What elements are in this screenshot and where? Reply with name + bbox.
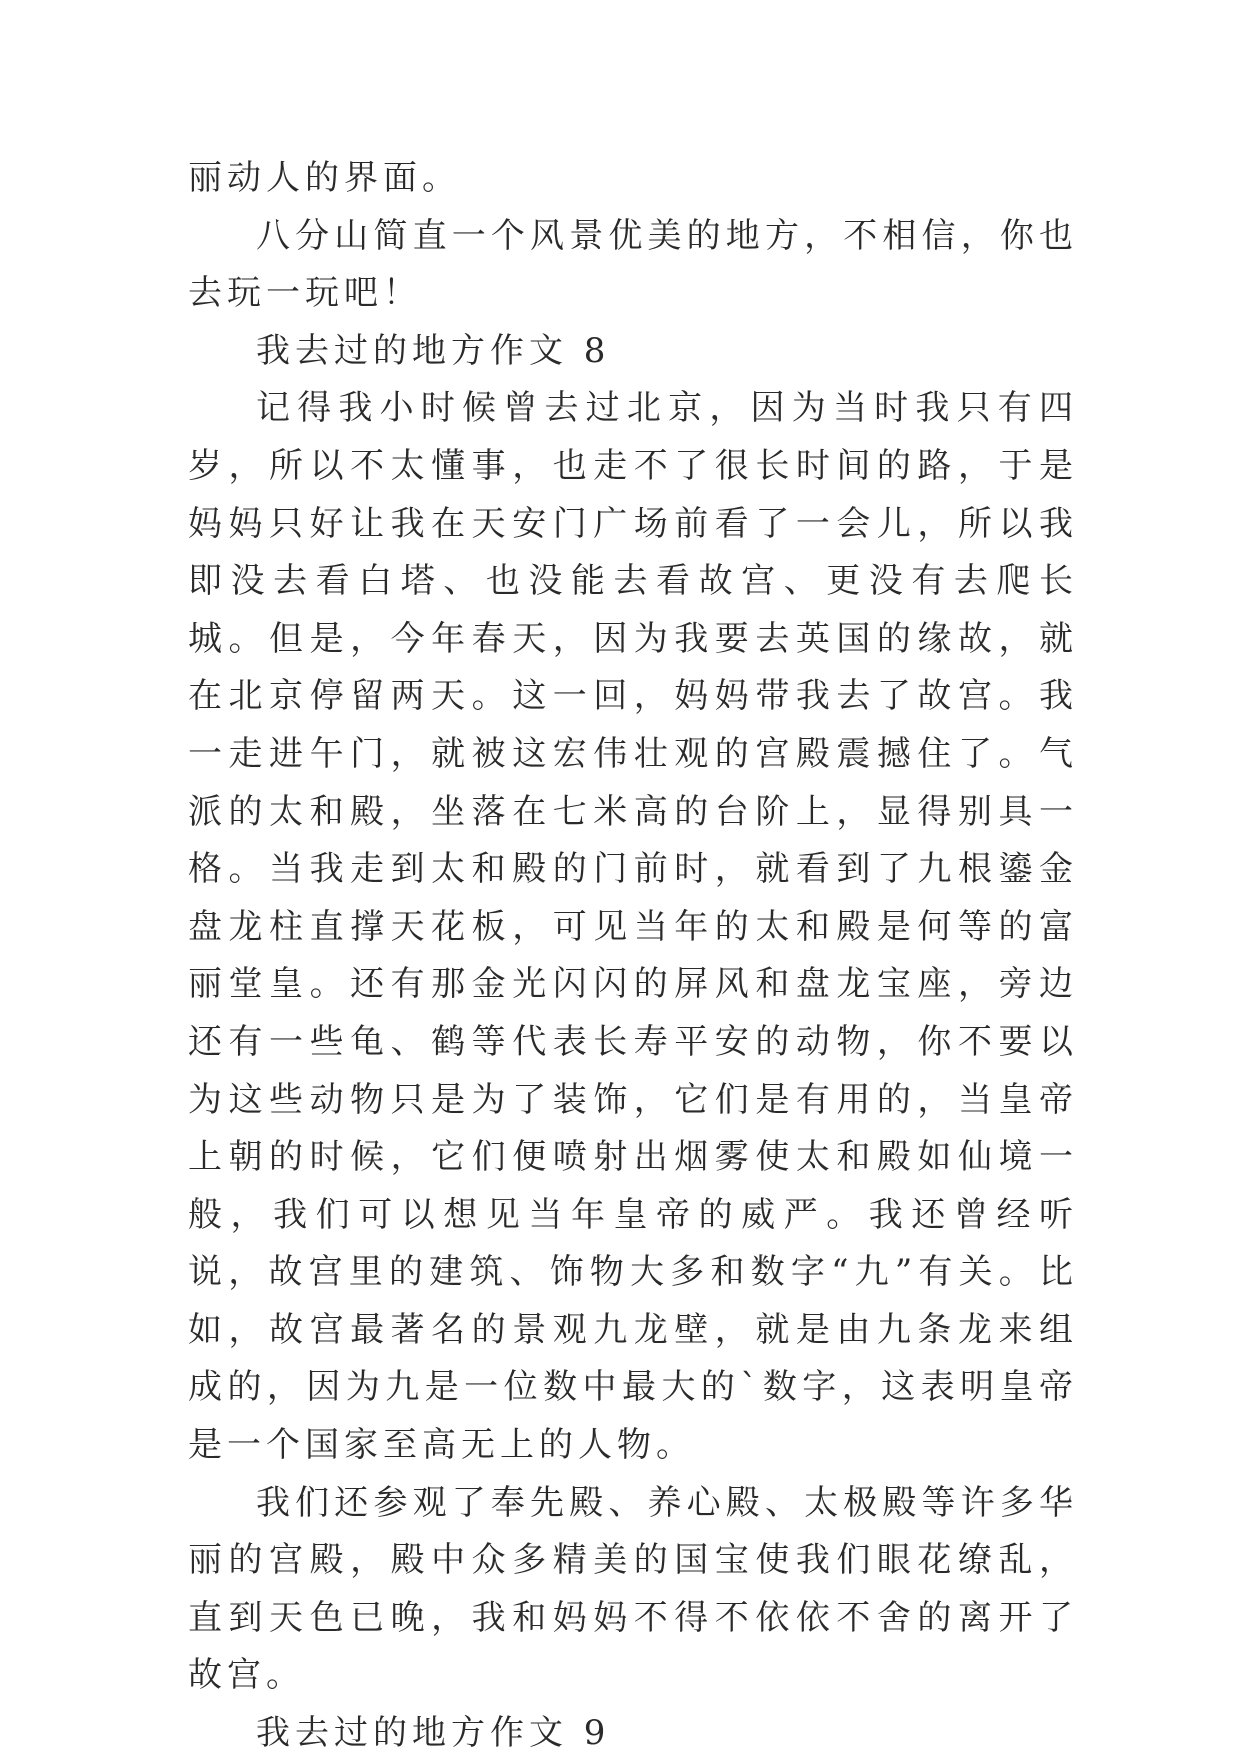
essay-heading-8: 我去过的地方作文 8 (256, 330, 611, 371)
essay-heading-9: 我去过的地方作文 9 (256, 1713, 611, 1754)
paragraph-visit-palaces: 我们还参观了奉先殿、养心殿、太极殿等许多华丽的宫殿，殿中众多精美的国宝使我们眼花缭乱，直到天色已晚，我和妈妈不得不依依不舍的离开了故宫。 (188, 1482, 1078, 1696)
paragraph-beijing-gugong: 记得我小时候曾去过北京，因为当时我只有四岁，所以不太懂事，也走不了很长时间的路，于是妈妈只好让我在天安门广场前看了一会儿，所以我即没去看白塔、也没能去看故宫、更没有去爬长城。但是，今年春天，因为我要去英国的缘故，就在北京停留两天。这一回，妈妈带我去了故宫。我一走进午门，就被这宏伟壮观的宫殿震撼住了。气派的太和殿，坐落在七米高的台阶上，显得别具一格。当我走到太和殿的门前时，就看到了九根鎏金盘龙柱直撑天花板，可见当年的太和殿是何等的富丽堂皇。还有那金光闪闪的屏风和盘龙宝座，旁边还有一些龟、鹤等代表长寿平安的动物，你不要以为这些动物只是为了装饰，它们是有用的，当皇帝上朝的时候，它们便喷射出烟雾使太和殿如仙境一般，我们可以想见当年皇帝的威严。我还曾经听说，故宫里的建筑、饰物大多和数字“九”有关。比如，故宫最著名的景观九龙壁，就是由九条龙来组成的，因为九是一位数中最大的`数字，这表明皇帝是一个国家至高无上的人物。 (188, 388, 1078, 1466)
document-body (188, 150, 1078, 1763)
paragraph-continuation: 丽动人的界面。 (188, 158, 461, 198)
paragraph-bafenshan: 八分山简直一个风景优美的地方，不相信，你也去玩一玩吧！ (188, 215, 1078, 314)
